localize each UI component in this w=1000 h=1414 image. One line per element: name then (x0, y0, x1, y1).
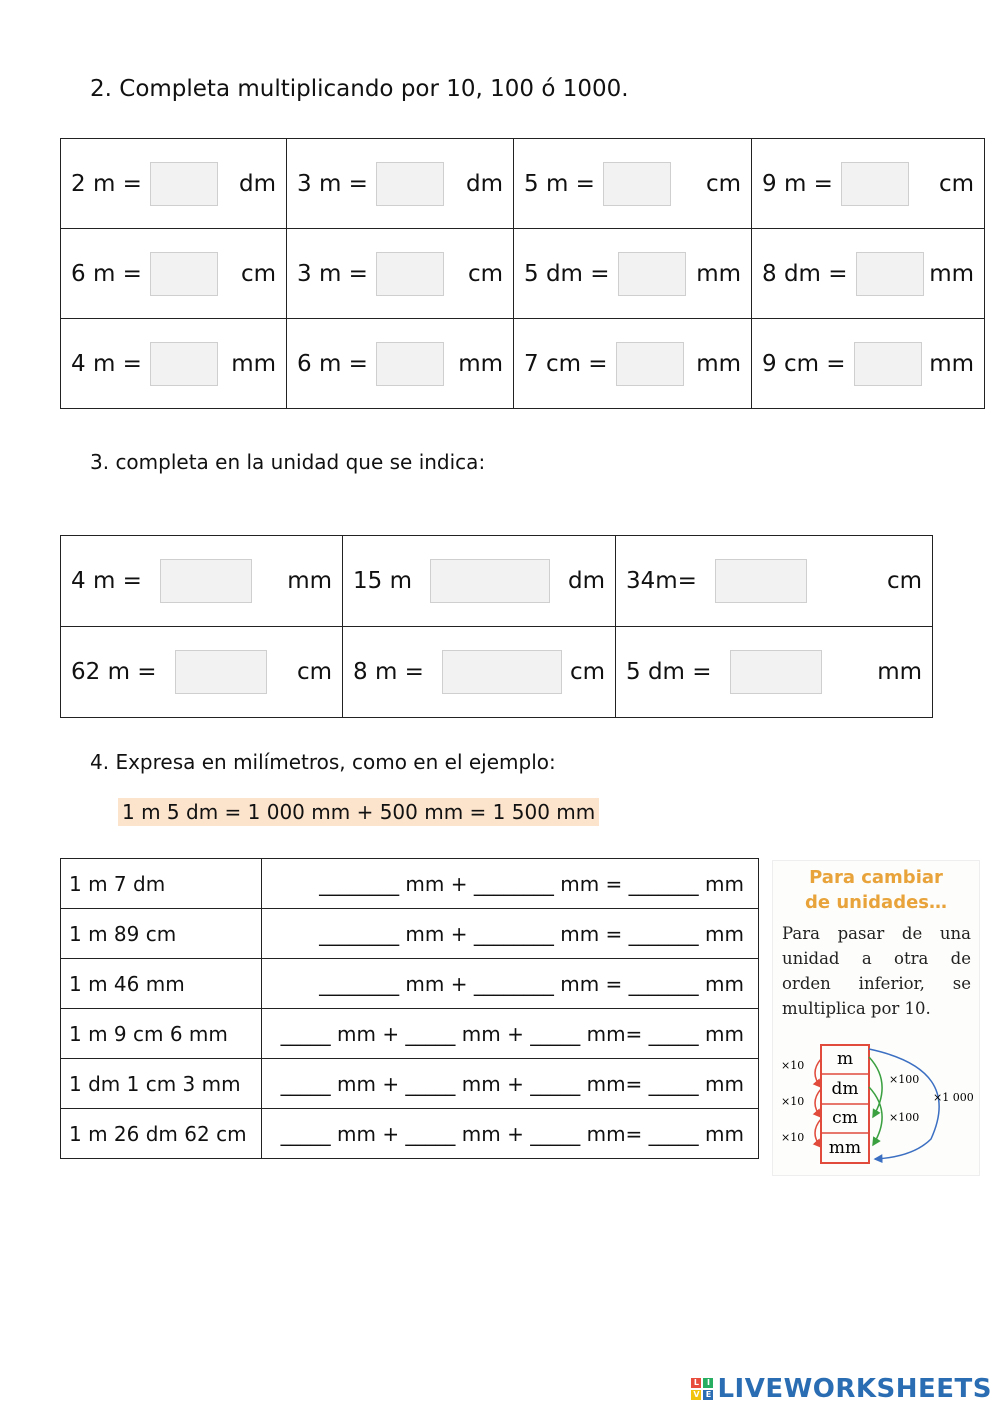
unit-dm: dm (831, 1079, 859, 1099)
example-line: 1 m 5 dm = 1 000 mm + 500 mm = 1 500 mm (118, 798, 599, 826)
section-2-cell (287, 229, 514, 319)
liveworksheets-logo (691, 1374, 992, 1404)
section-2-cell (61, 229, 287, 319)
section-2-cell (287, 319, 514, 409)
cell-unit: cm (886, 568, 922, 594)
answer-input-box[interactable] (730, 650, 822, 694)
measurement-label: 1 m 89 cm (61, 909, 262, 959)
answer-input-box[interactable] (150, 252, 218, 296)
cell-unit: dm (567, 568, 605, 594)
measurement-label: 1 m 26 dm 62 cm (61, 1109, 262, 1159)
answer-input-box[interactable] (376, 162, 444, 206)
unit-conversion-infobox (772, 860, 980, 1176)
expression-row (61, 909, 759, 959)
answer-input-box[interactable] (430, 559, 550, 603)
infobox-title (773, 865, 979, 915)
section-2-cell (514, 139, 752, 229)
answer-input-box[interactable] (603, 162, 671, 206)
cell-unit: dm (238, 170, 276, 197)
cell-unit: mm (877, 659, 922, 685)
x100-label-2: ×100 (889, 1111, 920, 1124)
answer-input-box[interactable] (175, 650, 267, 694)
cell-prompt: 3 m = (297, 170, 368, 197)
unit-m: m (836, 1049, 854, 1069)
measurement-label: 1 m 46 mm (61, 959, 262, 1009)
cell-prompt: 8 m = (353, 659, 424, 685)
cell-prompt: 9 cm = (762, 350, 846, 377)
section-3-row (61, 536, 933, 627)
section-2-cell (287, 139, 514, 229)
answer-input-box[interactable] (376, 342, 444, 386)
cell-prompt: 9 m = (762, 170, 833, 197)
x100-label-1: ×100 (889, 1073, 920, 1086)
cell-prompt: 5 dm = (626, 659, 712, 685)
x10-label-3: ×10 (781, 1131, 805, 1144)
cell-unit: dm (465, 170, 503, 197)
answer-input-box[interactable] (841, 162, 909, 206)
x10-label-2: ×10 (781, 1095, 805, 1108)
cell-prompt: 34m= (626, 568, 697, 594)
section-3-cell (343, 536, 616, 627)
expression-row (61, 959, 759, 1009)
cell-unit: mm (696, 350, 741, 377)
infobox-title-line-2: de unidades… (805, 892, 947, 913)
answer-formula[interactable]: ________ mm + ________ mm = _______ mm (262, 909, 759, 959)
measurement-label: 1 m 9 cm 6 mm (61, 1009, 262, 1059)
section-2-cell (752, 319, 985, 409)
cell-prompt: 4 m = (71, 568, 142, 594)
answer-input-box[interactable] (376, 252, 444, 296)
expression-row (61, 1009, 759, 1059)
section-2-cell (752, 229, 985, 319)
cell-unit: mm (929, 350, 974, 377)
cell-prompt: 5 m = (524, 170, 595, 197)
cell-prompt: 62 m = (71, 659, 157, 685)
section-3-table (60, 535, 933, 718)
answer-formula[interactable]: _____ mm + _____ mm + _____ mm= _____ mm (262, 1059, 759, 1109)
cell-prompt: 4 m = (71, 350, 142, 377)
cell-unit: mm (287, 568, 332, 594)
x10-label-1: ×10 (781, 1059, 805, 1072)
answer-input-box[interactable] (160, 559, 252, 603)
answer-input-box[interactable] (442, 650, 562, 694)
answer-input-box[interactable] (150, 342, 218, 386)
section-2-table (60, 138, 985, 409)
cell-unit: cm (569, 659, 605, 685)
answer-input-box[interactable] (854, 342, 922, 386)
cell-unit: cm (240, 260, 276, 287)
cell-unit: cm (938, 170, 974, 197)
answer-formula[interactable]: _____ mm + _____ mm + _____ mm= _____ mm (262, 1109, 759, 1159)
answer-formula[interactable]: ________ mm + ________ mm = _______ mm (262, 859, 759, 909)
answer-input-box[interactable] (715, 559, 807, 603)
section-3-row (61, 627, 933, 718)
answer-input-box[interactable] (618, 252, 686, 296)
section-4-table (60, 858, 759, 1159)
section-3-cell (61, 627, 343, 718)
cell-prompt: 15 m (353, 568, 412, 594)
cell-prompt: 6 m = (297, 350, 368, 377)
cell-unit: mm (458, 350, 503, 377)
unit-mm: mm (828, 1138, 862, 1158)
cell-prompt: 2 m = (71, 170, 142, 197)
section-2-row (61, 139, 985, 229)
cell-unit: mm (696, 260, 741, 287)
section-2-row (61, 319, 985, 409)
section-3-cell (616, 536, 933, 627)
infobox-text: Para pasar de una unidad a otra de orden inferior, se multiplica por 10. (782, 924, 971, 1018)
cell-prompt: 5 dm = (524, 260, 610, 287)
section-2-cell (514, 319, 752, 409)
section-2-cell (61, 319, 287, 409)
expression-row (61, 1109, 759, 1159)
infobox-title-line-1: Para cambiar (809, 867, 943, 888)
cell-prompt: 8 dm = (762, 260, 848, 287)
logo-mark (691, 1378, 713, 1400)
logo-letter: V (693, 1390, 700, 1399)
section-2-cell (752, 139, 985, 229)
answer-input-box[interactable] (616, 342, 684, 386)
section-2-row (61, 229, 985, 319)
answer-input-box[interactable] (856, 252, 924, 296)
cell-unit: cm (296, 659, 332, 685)
cell-prompt: 3 m = (297, 260, 368, 287)
section-3-cell (343, 627, 616, 718)
answer-formula[interactable]: _____ mm + _____ mm + _____ mm= _____ mm (262, 1009, 759, 1059)
expression-row (61, 1059, 759, 1109)
measurement-label: 1 m 7 dm (61, 859, 262, 909)
x1000-label: ×1 000 (933, 1091, 974, 1104)
section-4-heading: 4. Expresa en milímetros, como en el ejemplo: (90, 750, 556, 774)
answer-input-box[interactable] (150, 162, 218, 206)
cell-prompt: 6 m = (71, 260, 142, 287)
logo-letter: E (703, 1390, 713, 1400)
cell-prompt: 7 cm = (524, 350, 608, 377)
expression-row (61, 859, 759, 909)
section-2-cell (61, 139, 287, 229)
section-2-heading: 2. Completa multiplicando por 10, 100 ó 1000. (90, 76, 629, 102)
answer-formula[interactable]: ________ mm + ________ mm = _______ mm (262, 959, 759, 1009)
section-2-cell (514, 229, 752, 319)
section-3-cell (61, 536, 343, 627)
cell-unit: cm (705, 170, 741, 197)
cell-unit: mm (929, 260, 974, 287)
unit-cm: cm (832, 1108, 858, 1128)
cell-unit: cm (467, 260, 503, 287)
cell-unit: mm (231, 350, 276, 377)
measurement-label: 1 dm 1 cm 3 mm (61, 1059, 262, 1109)
logo-letter: I (703, 1378, 713, 1388)
unit-ladder-diagram (773, 1039, 979, 1171)
logo-text: LIVEWORKSHEETS (717, 1374, 992, 1404)
section-3-cell (616, 627, 933, 718)
logo-letter: L (691, 1378, 701, 1388)
section-3-heading: 3. completa en la unidad que se indica: (90, 450, 486, 474)
